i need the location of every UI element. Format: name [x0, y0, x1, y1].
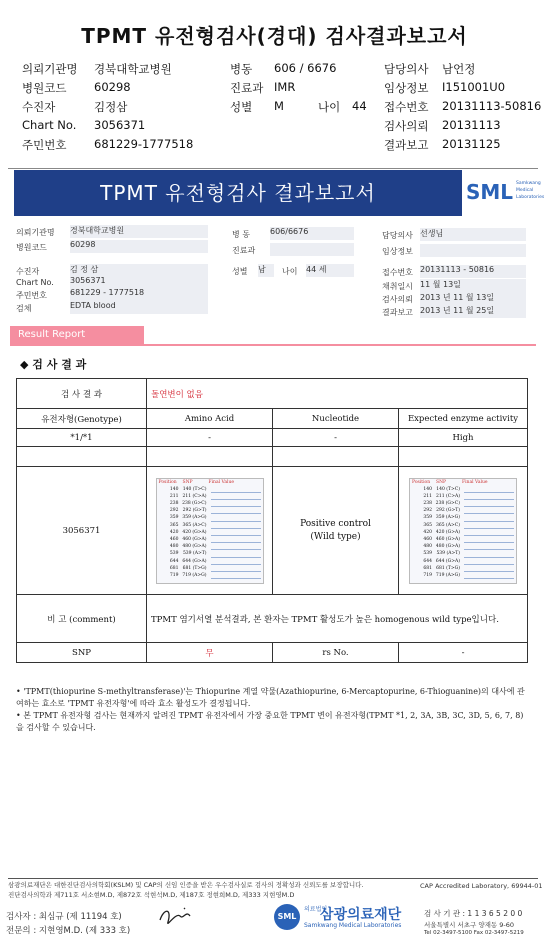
panel-row [410, 486, 516, 493]
sml-logo-subtitle: Samkwang Medical Laboratories [516, 181, 545, 200]
panel-cell: 420 [423, 529, 432, 535]
report-field-value: 606/6676 [270, 227, 354, 240]
panel-cell: 365 [169, 522, 179, 528]
panel-cell [211, 572, 261, 579]
panel-cell [211, 565, 261, 572]
report-title: TPMT 유전형검사(경대) 검사결과보고서 [81, 24, 468, 48]
panel-cell: 719 (A>G) [435, 572, 460, 578]
panel-cell: 644 [169, 558, 179, 564]
panel-header-cell: SNP [182, 479, 193, 485]
result-report-divider [10, 344, 536, 346]
header-label: 결과보고 [384, 138, 429, 152]
header-value: M [274, 99, 284, 113]
header-label: 의뢰기관명 [22, 62, 78, 76]
report-field-value: 3056371 [70, 276, 208, 289]
report-field-label: 병원코드 [16, 243, 47, 252]
table-header-row [17, 409, 528, 429]
panel-header [410, 479, 516, 486]
panel-row [410, 572, 516, 579]
panel-cell: 211 [423, 493, 432, 499]
report-banner: TPMT 유전형검사 결과보고서 [14, 170, 462, 216]
panel-cell [211, 486, 261, 493]
panel-cell: 644 (G>A) [435, 558, 460, 564]
panel-row [157, 572, 263, 579]
rs-value: - [399, 643, 528, 663]
report-field-label: 임상정보 [382, 247, 413, 256]
panel-row [157, 486, 263, 493]
header-value: 3056371 [94, 118, 146, 132]
report-field-value: 경북대학교병원 [70, 225, 208, 238]
panel-header [157, 479, 263, 486]
report-field-value: EDTA blood [70, 301, 208, 314]
control-panel-cell [399, 467, 528, 595]
header-label: 접수번호 [384, 100, 429, 114]
header-value: I151001U0 [442, 80, 506, 94]
footer-divider [8, 878, 538, 879]
panel-row [157, 565, 263, 572]
sample-snp-panel [156, 478, 264, 584]
report-field-label: 담당의사 [382, 231, 413, 240]
header-label: 임상정보 [384, 81, 429, 95]
report-field-label: 의뢰기관명 [16, 228, 55, 237]
panel-cell: 719 [169, 572, 179, 578]
report-field-label: 채취일시 [382, 282, 413, 291]
panel-row [157, 543, 263, 550]
age-value: 44 [352, 99, 367, 113]
panel-cell [464, 558, 514, 565]
report-field-value: 남 [258, 264, 274, 277]
panel-row [410, 507, 516, 514]
panel-cell [211, 550, 261, 557]
panel-cell: 238 [423, 500, 432, 506]
panel-header-cell: Final Value [462, 479, 488, 485]
panel-cell: 539 (A>T) [436, 551, 460, 557]
note-2: • 본 TPMT 유전자형 검사는 현재까지 알려진 TPMT 유전자에서 가장 중요한 TPMT 변이 유전자형(TPMT *1, 2, 3A, 3B, 3C, 3D, 5, 6, 7, 8)을 검사할 수 있습니다. [16, 711, 524, 732]
footer-doctors: 진단검사의학과 제711호 서소현M.D, 제872호 석현석M.D, 제187호 정현희M.D, 제333 지현영M.D [8, 891, 295, 899]
header-value: 남언정 [442, 62, 476, 76]
report-field-value: 11 월 13일 [420, 279, 526, 292]
sml-logo [466, 174, 546, 210]
panel-cell: 420 (G>A) [435, 529, 460, 535]
panel-cell: 460 (G>A) [182, 536, 207, 542]
signature [156, 902, 198, 932]
report-field-label: 검사의뢰 [382, 295, 413, 304]
panel-cell: 359 (A>G) [435, 515, 460, 521]
snp-label: SNP [17, 643, 147, 663]
panel-row [157, 522, 263, 529]
footer-tel: 검 사 기 관 : 1 1 3 6 5 2 0 0 [424, 909, 523, 918]
amino-acid-header: Amino Acid [147, 409, 273, 429]
header-label: Chart No. [22, 118, 77, 132]
report-field-value: 2013 년 11 월 25일 [420, 305, 526, 318]
footer-cap: CAP Accredited Laboratory, 69944-01 [420, 882, 543, 890]
panel-cell: 460 (G>A) [435, 536, 460, 542]
result-report-label: Result Report [10, 326, 144, 344]
panel-cell [211, 522, 261, 529]
panel-cell: 644 [423, 558, 432, 564]
section-title: ◆ 검 사 결 과 [20, 358, 87, 371]
panel-cell: 238 [169, 500, 179, 506]
report-field-value: 김 정 삼 [70, 264, 208, 277]
panel-row [410, 493, 516, 500]
panel-cell [211, 558, 261, 565]
panel-cell [211, 529, 261, 536]
enzyme-activity-header: Expected enzyme activity [399, 409, 528, 429]
genotype-header: 유전자형(Genotype) [17, 409, 147, 429]
panel-cell [211, 514, 261, 521]
report-field-label: 나이 [282, 267, 298, 276]
header-label: 병동 [230, 62, 253, 76]
footer-address: 서울특별시 서초구 양재동 9-60 [424, 921, 515, 929]
header-value: 김정삼 [94, 100, 128, 114]
report-field-value: 선생님 [420, 228, 526, 241]
panel-cell: 539 [169, 551, 179, 557]
panel-cell: 681 [423, 565, 432, 571]
panel-row [410, 565, 516, 572]
sml-logo-text: SML [466, 180, 514, 204]
panel-cell: 681 (T>G) [182, 565, 207, 571]
panel-cell: 238 (G>C) [182, 500, 207, 506]
enzyme-activity-value: High [399, 429, 528, 447]
header-label: 담당의사 [384, 62, 429, 76]
panel-row [157, 507, 263, 514]
panel-row [410, 550, 516, 557]
empty-row [17, 447, 528, 467]
genotype-value: *1/*1 [17, 429, 147, 447]
header-label: 진료과 [230, 81, 264, 95]
result-value: 돌연변이 없음 [147, 379, 528, 409]
panel-cell: 292 (G>T) [436, 508, 460, 514]
report-field-label: Chart No. [16, 278, 54, 287]
panel-cell: 539 [423, 551, 432, 557]
panel-cell [211, 500, 261, 507]
panel-cell: 238 (G>C) [435, 500, 460, 506]
footer-accreditation: 삼광의료재단은 대한진단검사의학회(KSLM) 및 CAP의 신임 인증을 받은 우수검사실로 검사의 정확성과 신뢰도를 보장합니다. [8, 881, 364, 889]
panel-cell: 359 [423, 515, 432, 521]
panel-cell [211, 493, 261, 500]
panel-cell: 365 (A>C) [182, 522, 207, 528]
panel-header-cell: Position [158, 479, 177, 485]
panel-cell: 539 (A>T) [182, 551, 207, 557]
header-label: 수진자 [22, 100, 56, 114]
age-label: 나이 [318, 100, 341, 114]
panel-cell: 460 [169, 536, 179, 542]
panel-cell [464, 522, 514, 529]
panel-cell: 719 (A>G) [182, 572, 207, 578]
report-field-label: 주민번호 [16, 291, 47, 300]
panel-cell [464, 536, 514, 543]
header-label: 주민번호 [22, 138, 67, 152]
panel-cell: 292 (G>T) [182, 508, 207, 514]
notes [16, 686, 528, 734]
header-label: 병원코드 [22, 81, 67, 95]
header-value: 20131113 [442, 118, 501, 132]
panel-cell [211, 507, 261, 514]
report-field-label: 병 동 [232, 230, 250, 239]
snp-value: 무 [147, 643, 273, 663]
panel-cell: 681 [169, 565, 179, 571]
header-value: 681229-1777518 [94, 137, 194, 151]
panel-row [157, 550, 263, 557]
panel-cell: 420 (G>A) [182, 529, 207, 535]
rs-label: rs No. [273, 643, 399, 663]
header-value: 경북대학교병원 [94, 62, 172, 76]
sml-footer-logo: SML [274, 904, 300, 930]
sample-panel-cell [147, 467, 273, 595]
panel-cell [464, 493, 514, 500]
amino-acid-value: - [147, 429, 273, 447]
header-value: 606 / 6676 [274, 61, 337, 75]
report-field-value: 60298 [70, 240, 208, 253]
genotype-row [17, 429, 528, 447]
panel-cell: 140 [423, 486, 432, 492]
panel-cell: 211 (C>A) [182, 493, 207, 499]
remark-row [17, 595, 528, 643]
snp-row [17, 643, 528, 663]
panel-row [410, 543, 516, 550]
org-name: 삼광의료재단 [320, 907, 402, 923]
panel-cell: 420 [169, 529, 179, 535]
panel-header-cell: SNP [436, 479, 447, 485]
panel-cell: 211 (C>A) [436, 493, 460, 499]
report-field-label: 접수번호 [382, 268, 413, 277]
footer-tester: 검사자 : 최심규 (제 11194 호) [6, 912, 122, 922]
panel-row [157, 536, 263, 543]
panel-cell: 140 [169, 486, 179, 492]
panel-row [157, 500, 263, 507]
panel-cell: 480 (G>A) [182, 544, 207, 550]
header-value: IMR [274, 80, 296, 94]
panel-cell [464, 486, 514, 493]
org-name-en: Samkwang Medical Laboratories [304, 922, 402, 929]
panel-cell [464, 500, 514, 507]
remark-text: TPMT 염기서열 분석결과, 본 환자는 TPMT 활성도가 높은 homogenous wild type입니다. [147, 595, 528, 643]
panel-row [157, 514, 263, 521]
panel-cell: 460 [423, 536, 432, 542]
panel-cell [464, 550, 514, 557]
panel-cell: 140 (T>C) [182, 486, 207, 492]
report-field-label: 결과보고 [382, 308, 413, 317]
result-label: 검 사 결 과 [17, 379, 147, 409]
panel-cell: 480 [169, 544, 179, 550]
panel-cell [464, 507, 514, 514]
panel-header-cell: Final Value [208, 479, 235, 485]
footer-fax: Tel 02-3497-5100 Fax 02-3497-5219 [424, 930, 524, 936]
remark-label: 비 고 (comment) [17, 595, 147, 643]
control-label: Positive control (Wild type) [273, 467, 399, 595]
report-field-value [420, 244, 526, 257]
panel-cell [464, 529, 514, 536]
panel-row [157, 493, 263, 500]
panel-row [157, 558, 263, 565]
header-label: 검사의뢰 [384, 119, 429, 133]
panel-header-cell: Position [412, 479, 431, 485]
sample-id: 3056371 [17, 467, 147, 595]
panel-cell [464, 565, 514, 572]
panel-cell: 681 (T>G) [436, 565, 460, 571]
report-field-value: 2013 년 11 월 13일 [420, 292, 526, 305]
report-field-label: 검체 [16, 304, 32, 313]
header-value: 60298 [94, 80, 131, 94]
panel-cell [464, 572, 514, 579]
panel-row [410, 522, 516, 529]
result-row [17, 379, 528, 409]
header-value: 20131125 [442, 137, 501, 151]
panel-cell [464, 514, 514, 521]
header-value: 20131113-50816 [442, 99, 542, 113]
report-field-value: 681229 - 1777518 [70, 288, 208, 301]
report-field-value [270, 243, 354, 256]
report-field-label: 수진자 [16, 267, 40, 276]
nucleotide-value: - [273, 429, 399, 447]
panel-cell [464, 543, 514, 550]
note-1: • 'TPMT(thiopurine S-methyltransferase)'는 Thiopurine 계열 약물(Azathiopurine, 6-Mercaptopurine, 6-Thioguanine)의 대사에 관여하는 효소로 'TPMT 유전자형'에 따라 효소 활성도가 결정됩니다. [16, 687, 525, 708]
panel-row [410, 514, 516, 521]
panel-cell: 211 [169, 493, 179, 499]
panel-cell [211, 536, 261, 543]
panel-cell: 359 (A>G) [182, 515, 207, 521]
panel-cell: 480 (G>A) [435, 544, 460, 550]
panel-row [157, 529, 263, 536]
panel-cell: 480 [423, 544, 432, 550]
panel-cell: 292 [169, 508, 179, 514]
sequence-row [17, 467, 528, 595]
result-table [16, 378, 528, 663]
report-field-value: 20131113 - 50816 [420, 265, 526, 278]
panel-row [410, 500, 516, 507]
panel-cell: 140 (T>C) [436, 486, 460, 492]
panel-cell: 359 [169, 515, 179, 521]
panel-row [410, 558, 516, 565]
panel-row [410, 529, 516, 536]
panel-cell: 365 [423, 522, 432, 528]
panel-cell: 644 (G>A) [182, 558, 207, 564]
footer-specialist: 전문의 : 지현영M.D. (제 333 호) [6, 926, 131, 936]
panel-cell: 292 [423, 508, 432, 514]
panel-row [410, 536, 516, 543]
nucleotide-header: Nucleotide [273, 409, 399, 429]
panel-cell: 719 [423, 572, 432, 578]
panel-cell [211, 543, 261, 550]
report-field-label: 진료과 [232, 246, 256, 255]
report-field-label: 성별 [232, 267, 248, 276]
report-field-value: 44 세 [306, 264, 354, 277]
header-label: 성별 [230, 100, 253, 114]
org-type: 의료법인 [304, 906, 328, 913]
control-snp-panel [409, 478, 517, 584]
panel-cell: 365 (A>C) [436, 522, 460, 528]
